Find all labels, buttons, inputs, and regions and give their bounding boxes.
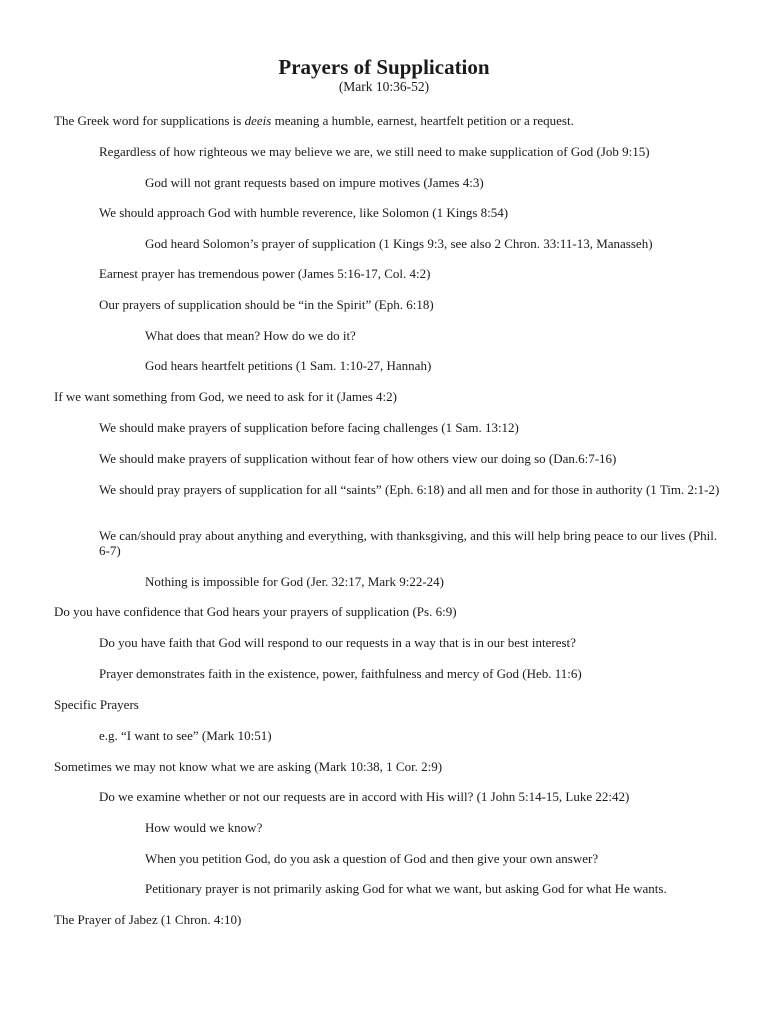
outline-item: We can/should pray about anything and everything, with thanksgiving, and this will help bring peace to our lives (Phil. 6-7) <box>99 528 718 558</box>
outline-item: What does that mean? How do we do it? <box>145 328 356 343</box>
outline-item: If we want something from God, we need to ask for it (James 4:2) <box>54 389 397 404</box>
outline-item: God will not grant requests based on impure motives (James 4:3) <box>145 175 484 190</box>
outline-item: Do you have faith that God will respond to our requests in a way that is in our best interest? <box>99 635 576 650</box>
outline-item: We should pray prayers of supplication for all “saints” (Eph. 6:18) and all men and for those in authority (1 Tim. 2:1-2) <box>99 482 720 497</box>
outline-item: God heard Solomon’s prayer of supplication (1 Kings 9:3, see also 2 Chron. 33:11-13, Manasseh) <box>145 236 653 251</box>
outline-item: Sometimes we may not know what we are asking (Mark 10:38, 1 Cor. 2:9) <box>54 759 443 774</box>
outline-item: Prayer demonstrates faith in the existence, power, faithfulness and mercy of God (Heb. 11:6) <box>99 666 582 681</box>
outline-item: We should make prayers of supplication without fear of how others view our doing so (Dan.6:7-16) <box>99 451 617 466</box>
page-subtitle: (Mark 10:36-52) <box>338 79 430 94</box>
outline-item: Nothing is impossible for God (Jer. 32:17, Mark 9:22-24) <box>145 574 444 589</box>
intro-greek-word: deeis <box>244 113 272 128</box>
outline-item: Do we examine whether or not our requests are in accord with His will? (1 John 5:14-15, Luke 22:42) <box>99 789 630 804</box>
outline-item: Our prayers of supplication should be “in the Spirit” (Eph. 6:18) <box>99 297 434 312</box>
outline-item: God hears heartfelt petitions (1 Sam. 1:10-27, Hannah) <box>145 358 432 373</box>
outline-item: We should make prayers of supplication before facing challenges (1 Sam. 13:12) <box>99 420 519 435</box>
outline-item: Petitionary prayer is not primarily asking God for what we want, but asking God for what He wants. <box>145 881 667 896</box>
outline-item: We should approach God with humble reverence, like Solomon (1 Kings 8:54) <box>99 205 509 220</box>
page-title: Prayers of Supplication <box>278 55 490 79</box>
outline-item: When you petition God, do you ask a question of God and then give your own answer? <box>145 851 599 866</box>
outline-item: Specific Prayers <box>54 697 139 712</box>
outline-item: e.g. “I want to see” (Mark 10:51) <box>99 728 272 743</box>
outline-item: Do you have confidence that God hears your prayers of supplication (Ps. 6:9) <box>54 604 457 619</box>
intro-line <box>54 113 728 128</box>
outline-item: The Prayer of Jabez (1 Chron. 4:10) <box>54 912 242 927</box>
intro-text-start: The Greek word for supplications is <box>54 113 245 128</box>
outline-item: Regardless of how righteous we may believe we are, we still need to make supplication of God (Job 9:15) <box>99 144 650 159</box>
outline-item: How would we know? <box>145 820 263 835</box>
intro-text-end: meaning a humble, earnest, heartfelt petition or a request. <box>271 113 574 128</box>
outline-item: Earnest prayer has tremendous power (James 5:16-17, Col. 4:2) <box>99 266 431 281</box>
